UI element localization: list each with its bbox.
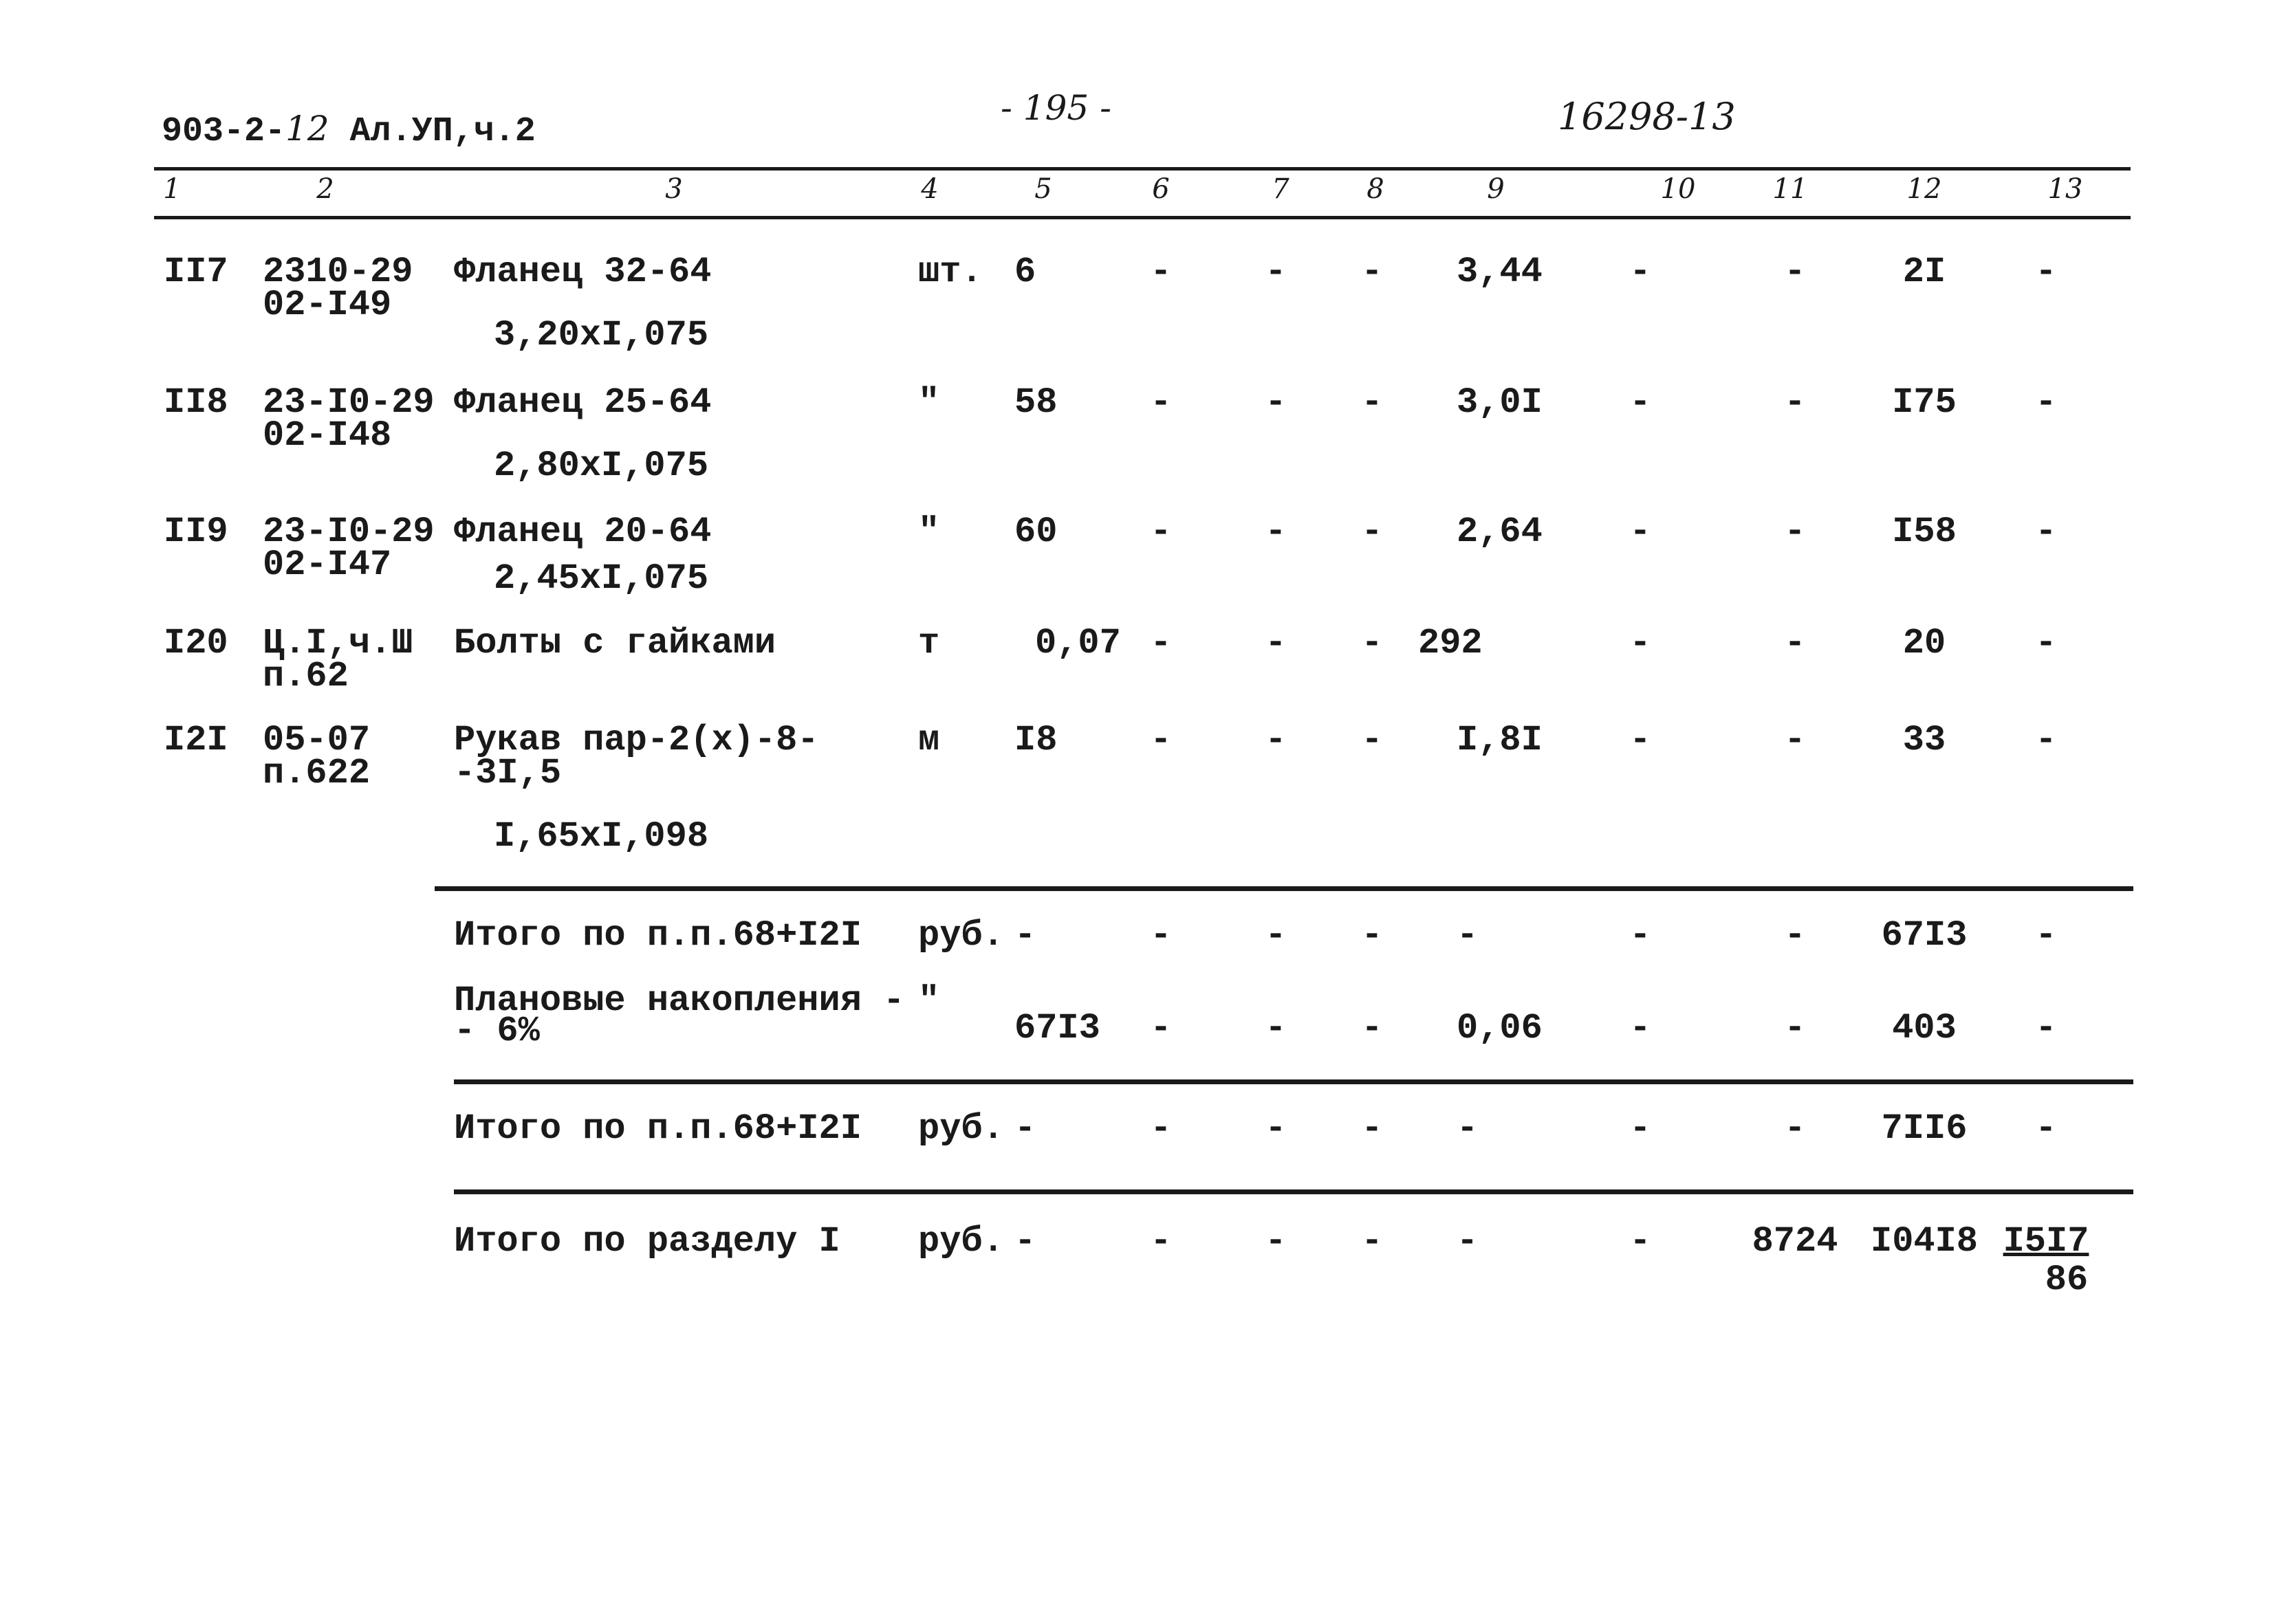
row-col8: - (1361, 252, 1383, 292)
row-code-line2: п.62 (263, 656, 349, 696)
totals-price: - (1457, 1108, 1479, 1149)
column-number-8: 8 (1367, 173, 1384, 205)
column-number-12: 12 (1906, 173, 1942, 205)
doc-number: 16298-13 (1558, 95, 1736, 138)
row-col8: - (1361, 720, 1383, 760)
column-number-6: 6 (1152, 173, 1170, 205)
totals-col7: - (1265, 915, 1287, 956)
row-number: I20 (164, 623, 228, 663)
column-number-4: 4 (921, 173, 939, 205)
row-name-dimensions: 3,20хI,075 (494, 315, 709, 355)
column-number-11: 11 (1772, 173, 1808, 205)
row-col11: - (1784, 382, 1806, 423)
doc-code (162, 109, 536, 151)
column-number-3: 3 (665, 173, 683, 205)
totals-col7: - (1265, 1221, 1287, 1262)
column-number-13: 13 (2047, 173, 2083, 205)
row-col13: - (2035, 512, 2057, 552)
row-col10: - (1629, 720, 1651, 760)
row-col6: - (1150, 252, 1172, 292)
row-col13: - (2035, 252, 2057, 292)
row-total: I75 (1892, 382, 1957, 423)
row-quantity: 6 (1014, 252, 1036, 292)
row-col10: - (1629, 512, 1651, 552)
header-bottom-rule (154, 216, 2131, 219)
doc-code-prefix: 903-2- (162, 112, 286, 151)
doc-code-suffix: Ал.УП,ч.2 (349, 112, 536, 151)
row-unit: " (918, 512, 940, 552)
totals-col10: - (1629, 1221, 1651, 1262)
row-name: Фланец 32-64 (454, 252, 712, 292)
totals-col8: - (1361, 1221, 1383, 1262)
row-name-dimensions: 2,45хI,075 (494, 558, 709, 599)
row-name-line2: -3I,5 (454, 753, 562, 793)
row-col11: - (1784, 623, 1806, 663)
page-number: - 195 - (1001, 88, 1112, 128)
totals-col6: - (1150, 1008, 1172, 1049)
row-quantity: 60 (1014, 512, 1058, 552)
row-code-line2: 02-I47 (263, 545, 392, 585)
row-total: 20 (1902, 623, 1946, 663)
totals-col13: I5I7 (2003, 1221, 2089, 1262)
totals-unit: " (918, 980, 940, 1021)
totals-col11: - (1784, 1008, 1806, 1049)
row-col7: - (1265, 512, 1287, 552)
row-col6: - (1150, 623, 1172, 663)
row-col8: - (1361, 623, 1383, 663)
totals-rule-1 (435, 886, 2133, 891)
column-number-1: 1 (163, 173, 181, 205)
row-name: Фланец 20-64 (454, 512, 712, 552)
column-number-5: 5 (1034, 173, 1052, 205)
totals-rule-3 (454, 1189, 2133, 1194)
totals-col13: - (2035, 1108, 2057, 1149)
totals-price: 0,06 (1457, 1008, 1543, 1049)
totals-col6: - (1150, 915, 1172, 956)
totals-total: 67I3 (1881, 915, 1968, 956)
row-code-line1: 2310-29 (263, 252, 413, 292)
row-col7: - (1265, 252, 1287, 292)
row-code-line2: 02-I48 (263, 415, 392, 456)
row-col11: - (1784, 720, 1806, 760)
totals-label: Итого по п.п.68+I2I (454, 1108, 862, 1149)
row-number: II7 (164, 252, 228, 292)
totals-quantity: - (1014, 1221, 1036, 1262)
row-quantity: 0,07 (1035, 623, 1121, 663)
totals-col8: - (1361, 915, 1383, 956)
row-col6: - (1150, 512, 1172, 552)
row-col6: - (1150, 382, 1172, 423)
totals-price: - (1457, 915, 1479, 956)
totals-col13: - (2035, 1008, 2057, 1049)
row-code-line1: Ц.I,ч.Ш (263, 623, 413, 663)
totals-label: Плановые накопления - (454, 980, 905, 1021)
row-name: Рукав пар-2(х)-8- (454, 720, 819, 760)
row-quantity: I8 (1014, 720, 1058, 760)
totals-col11: - (1784, 915, 1806, 956)
column-number-7: 7 (1272, 173, 1289, 205)
row-col13: - (2035, 623, 2057, 663)
row-name-dimensions: I,65хI,098 (494, 816, 709, 857)
totals-label-line2: - 6% (454, 1011, 540, 1051)
totals-col13: - (2035, 915, 2057, 956)
row-col10: - (1629, 623, 1651, 663)
totals-total: 403 (1892, 1008, 1957, 1049)
totals-quantity: 67I3 (1014, 1008, 1100, 1049)
row-col7: - (1265, 720, 1287, 760)
row-total: I58 (1892, 512, 1957, 552)
row-unit-price: 3,44 (1457, 252, 1543, 292)
totals-col11: - (1784, 1108, 1806, 1149)
totals-unit: руб. (918, 1108, 1004, 1149)
totals-col10: - (1629, 1008, 1651, 1049)
row-col13: - (2035, 382, 2057, 423)
column-number-10: 10 (1660, 173, 1696, 205)
row-name: Болты с гайками (454, 623, 776, 663)
row-col11: - (1784, 252, 1806, 292)
totals-quantity: - (1014, 915, 1036, 956)
row-col10: - (1629, 252, 1651, 292)
row-col13: - (2035, 720, 2057, 760)
doc-code-handwritten: 12 (285, 109, 329, 149)
row-col7: - (1265, 623, 1287, 663)
row-number: II8 (164, 382, 228, 423)
totals-col8: - (1361, 1108, 1383, 1149)
row-number: II9 (164, 512, 228, 552)
totals-rule-2 (454, 1079, 2133, 1084)
row-unit-price: I,8I (1457, 720, 1543, 760)
row-unit-price: 3,0I (1457, 382, 1543, 423)
row-number: I2I (164, 720, 228, 760)
row-code-line1: 23-I0-29 (263, 512, 435, 552)
totals-col7: - (1265, 1108, 1287, 1149)
row-col10: - (1629, 382, 1651, 423)
column-number-2: 2 (316, 173, 334, 205)
row-quantity: 58 (1014, 382, 1058, 423)
totals-col13-below: 86 (2045, 1260, 2089, 1300)
row-code-line1: 23-I0-29 (263, 382, 435, 423)
row-code-line1: 05-07 (263, 720, 371, 760)
totals-col8: - (1361, 1008, 1383, 1049)
totals-unit: руб. (918, 1221, 1004, 1262)
table-top-rule (154, 167, 2131, 171)
row-unit: м (918, 720, 940, 760)
row-code-line2: п.622 (263, 753, 371, 793)
row-unit: шт. (918, 252, 983, 292)
row-col8: - (1361, 382, 1383, 423)
column-number-9: 9 (1487, 173, 1505, 205)
totals-label: Итого по п.п.68+I2I (454, 915, 862, 956)
totals-total: I04I8 (1870, 1221, 1979, 1262)
totals-col6: - (1150, 1221, 1172, 1262)
totals-col6: - (1150, 1108, 1172, 1149)
row-unit: т (918, 623, 940, 663)
totals-col7: - (1265, 1008, 1287, 1049)
totals-label: Итого по разделу I (454, 1221, 840, 1262)
totals-col10: - (1629, 915, 1651, 956)
totals-total: 7II6 (1881, 1108, 1968, 1149)
row-col6: - (1150, 720, 1172, 760)
row-name: Фланец 25-64 (454, 382, 712, 423)
totals-col11: 8724 (1752, 1221, 1838, 1262)
row-col7: - (1265, 382, 1287, 423)
row-unit: " (918, 382, 940, 423)
row-unit-price: 292 (1418, 623, 1483, 663)
row-total: 33 (1902, 720, 1946, 760)
row-name-dimensions: 2,80хI,075 (494, 446, 709, 486)
row-total: 2I (1902, 252, 1946, 292)
row-unit-price: 2,64 (1457, 512, 1543, 552)
totals-col10: - (1629, 1108, 1651, 1149)
row-col8: - (1361, 512, 1383, 552)
totals-quantity: - (1014, 1108, 1036, 1149)
row-col11: - (1784, 512, 1806, 552)
totals-unit: руб. (918, 915, 1004, 956)
row-code-line2: 02-I49 (263, 285, 392, 325)
totals-price: - (1457, 1221, 1479, 1262)
